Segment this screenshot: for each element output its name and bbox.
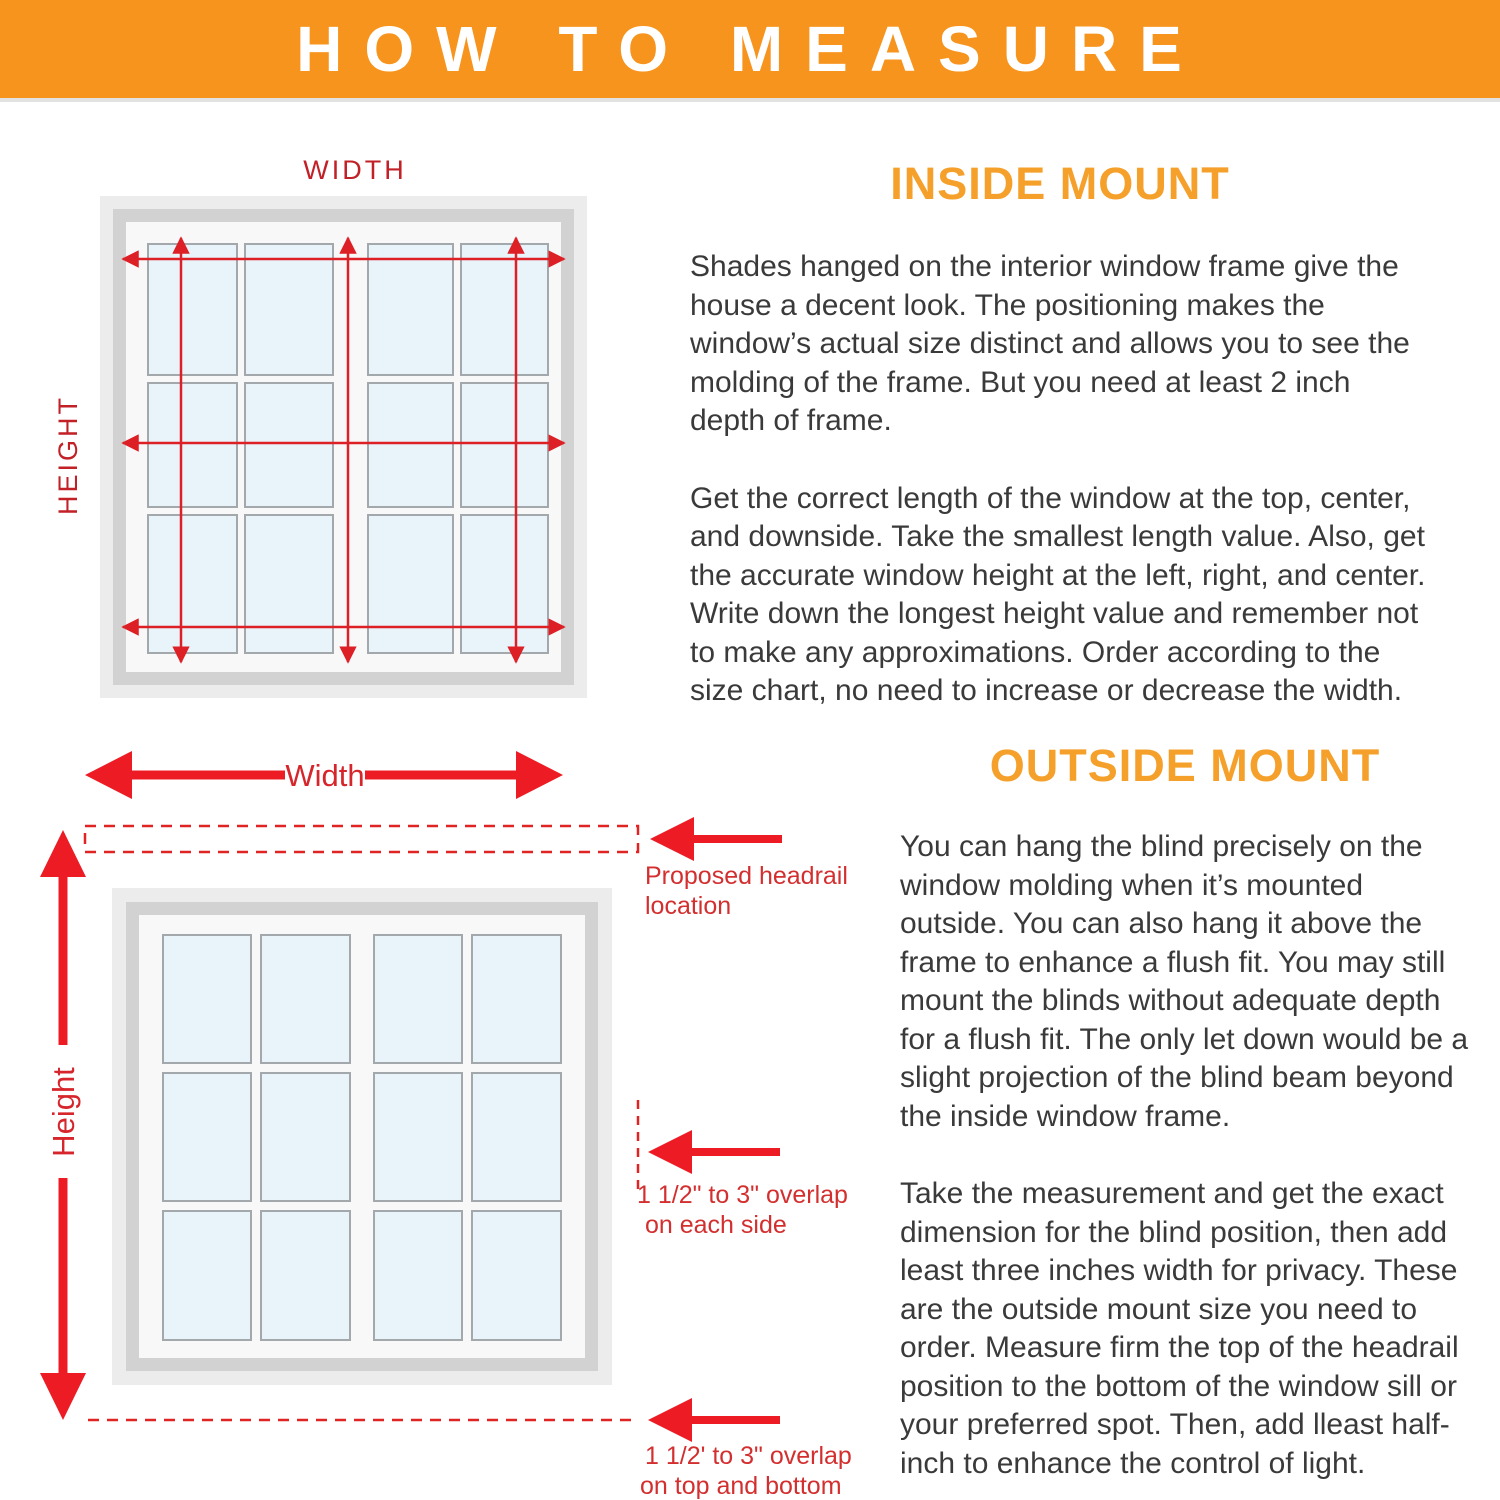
window-pane — [148, 515, 237, 653]
bottom-overlap-line2: on top and bottom — [640, 1472, 842, 1500]
width-arrow — [85, 751, 563, 799]
window-pane — [245, 383, 333, 507]
window-pane — [148, 244, 237, 375]
arrow-shaft — [692, 1416, 780, 1424]
arrow-shaft — [694, 835, 782, 843]
window-pane — [245, 515, 333, 653]
height-arrow — [40, 830, 86, 1420]
page-title: HOW TO MEASURE — [296, 13, 1204, 85]
window-pane — [245, 244, 333, 375]
window-pane — [163, 1073, 251, 1201]
outside-mount-diagram — [0, 740, 900, 1500]
inside-mount-section — [690, 158, 1430, 711]
outside-mount-section — [900, 740, 1470, 1483]
inside-window — [100, 196, 587, 698]
inside-mount-paragraph-2: Get the correct length of the window at the top, center, and downside. Take the smallest length value. Also, get the accurate window height at the left, right, and center. Write down the longest height value and remember not to make any approximations. Order according to the size chart, no need to increase or decrease the width. — [690, 481, 1426, 707]
arrow-down-icon — [40, 1373, 86, 1420]
bottom-overlap-arrow — [648, 1398, 780, 1442]
headrail-dashed-box — [85, 826, 638, 852]
window-pane — [368, 244, 453, 375]
window-pane — [163, 1211, 251, 1340]
window-pane — [368, 383, 453, 507]
banner — [0, 0, 1500, 102]
height-label: HEIGHT — [53, 394, 83, 516]
window-pane — [261, 1073, 350, 1201]
window-pane — [374, 1073, 462, 1201]
side-overlap-line2: on each side — [645, 1211, 787, 1239]
inside-mount-diagram — [0, 130, 700, 740]
arrow-up-icon — [40, 830, 86, 877]
arrow-left-icon — [648, 1398, 692, 1442]
side-overlap-arrow — [648, 1130, 780, 1174]
side-overlap-line1: 1 1/2" to 3" overlap — [637, 1181, 848, 1209]
outside-mount-paragraph-1: You can hang the blind precisely on the window molding when it’s mounted outside. You can also hang it above the frame to enhance a flush fit. You may still mount the blinds without adequate depth for a flush fit. The only let down would be a slight projection of the blind beam beyond the inside window frame. — [900, 830, 1469, 1133]
arrow-left-icon — [85, 751, 132, 799]
arrow-shaft — [59, 1178, 68, 1375]
window-pane — [374, 935, 462, 1063]
headrail-note-line1: Proposed headrail — [645, 862, 848, 890]
headrail-pointer-arrow — [650, 817, 782, 861]
bottom-overlap-line1: 1 1/2' to 3" overlap — [645, 1442, 852, 1470]
window-pane — [374, 1211, 462, 1340]
arrow-shaft — [365, 771, 516, 780]
window-pane — [461, 383, 548, 507]
window-pane — [472, 935, 561, 1063]
arrow-right-icon — [516, 751, 563, 799]
arrow-left-icon — [650, 817, 694, 861]
arrow-shaft — [692, 1148, 780, 1156]
window-pane — [261, 935, 350, 1063]
outside-window — [112, 888, 612, 1385]
window-pane — [163, 935, 251, 1063]
window-pane — [472, 1073, 561, 1201]
arrow-left-icon — [648, 1130, 692, 1174]
arrow-shaft — [132, 771, 285, 780]
arrow-shaft — [59, 877, 68, 1045]
outside-mount-paragraph-2: Take the measurement and get the exact dimension for the blind position, then add least three inches width for privacy. These are the outside mount size you need to order. Measure firm the top of the headrail position to the bottom of the window sill or your preferred spot. Then, add lleast half-inch to enhance the control of light. — [900, 1177, 1459, 1480]
window-pane — [461, 244, 548, 375]
inside-mount-paragraph-1: Shades hanged on the interior window frame give the house a decent look. The positioning makes the window’s actual size distinct and allows you to see the molding of the frame. But you need at least 2 inch depth of frame. — [690, 250, 1410, 437]
width-label: Width — [285, 758, 365, 793]
window-pane — [261, 1211, 350, 1340]
window-pane — [472, 1211, 561, 1340]
window-pane — [461, 515, 548, 653]
window-pane — [368, 515, 453, 653]
headrail-note-line2: location — [645, 892, 732, 920]
height-label: Height — [46, 1067, 81, 1157]
width-label: WIDTH — [303, 155, 407, 185]
inside-mount-heading: INSIDE MOUNT — [890, 158, 1230, 209]
window-pane — [148, 383, 237, 507]
outside-mount-heading: OUTSIDE MOUNT — [989, 740, 1381, 791]
